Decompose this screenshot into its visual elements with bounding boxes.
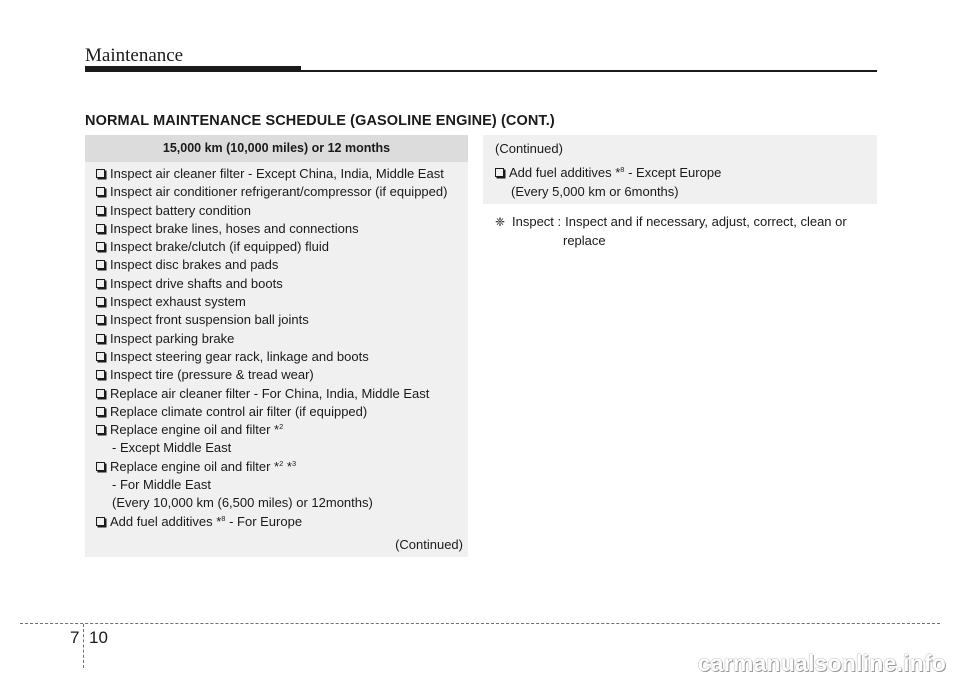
note-label: Inspect : [512, 214, 562, 229]
item-text: Inspect air conditioner refrigerant/compressor (if equipped) [110, 184, 448, 200]
list-item-fuel-additive [495, 163, 877, 182]
list-item [96, 165, 468, 183]
schedule-item-list [85, 162, 468, 531]
item-text: Inspect brake/clutch (if equipped) fluid [110, 239, 329, 255]
list-item-oil-except-middle-east [96, 421, 468, 439]
checkbox-icon [96, 260, 105, 269]
list-item [96, 348, 468, 366]
list-item [96, 256, 468, 274]
footnote-ref: 3 [291, 458, 297, 468]
item-text: Inspect exhaust system [110, 294, 246, 310]
item-text-rest: - For Europe [225, 513, 303, 529]
footer-divider [20, 623, 940, 624]
list-item [96, 403, 468, 421]
checkbox-icon [96, 279, 105, 288]
checkbox-icon [96, 242, 105, 251]
section-title: Maintenance [85, 45, 184, 66]
list-item [96, 385, 468, 403]
item-text: Add fuel additives * [110, 513, 222, 529]
continued-label: (Continued) [495, 141, 563, 156]
chapter-number: 7 [70, 628, 80, 647]
page-number: 10 [89, 628, 108, 647]
header-rule-thick [85, 66, 301, 72]
item-text-rest: - Except Europe [624, 165, 722, 180]
list-item [96, 311, 468, 329]
note-text-continued: replace [563, 232, 606, 248]
item-text: Inspect drive shafts and boots [110, 275, 283, 291]
item-subtext: - Except Middle East [112, 440, 232, 456]
item-subtext: (Every 5,000 km or 6months) [511, 184, 679, 199]
item-text: Replace air cleaner filter - For China, India, Middle East [110, 385, 430, 401]
watermark: carmanualsonline.info [697, 650, 946, 676]
page-heading: NORMAL MAINTENANCE SCHEDULE (GASOLINE ENGINE) (CONT.) [85, 113, 555, 129]
item-text: Replace engine oil and filter * [110, 458, 280, 474]
inspect-note [495, 213, 877, 250]
checkbox-icon [96, 169, 105, 178]
note-text: Inspect and if necessary, adjust, correct, clean or [565, 214, 847, 229]
item-text: Replace climate control air filter (if equipped) [110, 403, 368, 419]
item-subtext: (Every 10,000 km (6,500 miles) or 12months) [112, 495, 373, 511]
list-item [96, 183, 468, 201]
schedule-interval-header: 15,000 km (10,000 miles) or 12 months [85, 135, 468, 162]
footnote-ref: 2 [279, 458, 284, 468]
item-text: Inspect air cleaner filter - Except China, India, Middle East [110, 166, 444, 181]
item-text: Inspect battery condition [110, 202, 251, 218]
list-item [96, 293, 468, 311]
footnote-ref: 8 [221, 513, 226, 523]
item-text: Inspect tire (pressure & tread wear) [110, 367, 314, 383]
item-text: Inspect steering gear rack, linkage and boots [110, 348, 369, 364]
list-item [96, 330, 468, 348]
note-symbol-icon: ❈ [495, 215, 506, 229]
item-subtext: - For Middle East [112, 477, 211, 493]
checkbox-icon [96, 407, 105, 416]
checkbox-icon [96, 206, 105, 215]
item-text: Inspect brake lines, hoses and connections [110, 220, 359, 236]
item-text: Inspect front suspension ball joints [110, 312, 309, 328]
checkbox-icon [96, 297, 105, 306]
list-item [96, 238, 468, 256]
continued-label: (Continued) [395, 537, 463, 552]
footer-page-divider [83, 624, 84, 668]
list-item [96, 220, 468, 238]
checkbox-icon [495, 168, 504, 177]
checkbox-icon [96, 352, 105, 361]
checkbox-icon [96, 517, 105, 526]
list-item [96, 202, 468, 220]
footnote-ref: 8 [620, 165, 625, 174]
list-item-oil-middle-east [96, 458, 468, 476]
list-item [96, 275, 468, 293]
item-text: Inspect disc brakes and pads [110, 257, 279, 273]
list-item [96, 366, 468, 384]
schedule-box-right [483, 135, 877, 204]
checkbox-icon [96, 389, 105, 398]
item-text: Inspect parking brake [110, 330, 235, 346]
footnote-ref: 2 [279, 422, 284, 432]
checkbox-icon [96, 187, 105, 196]
item-text: Add fuel additives * [509, 165, 621, 180]
footnote-marker: * [283, 458, 292, 474]
checkbox-icon [96, 462, 105, 471]
checkbox-icon [96, 425, 105, 434]
checkbox-icon [96, 315, 105, 324]
schedule-box-left [85, 135, 468, 557]
item-text: Replace engine oil and filter * [110, 422, 280, 438]
list-item-fuel-additive [96, 513, 468, 531]
checkbox-icon [96, 370, 105, 379]
checkbox-icon [96, 224, 105, 233]
checkbox-icon [96, 334, 105, 343]
header-rule-thin [301, 70, 877, 72]
